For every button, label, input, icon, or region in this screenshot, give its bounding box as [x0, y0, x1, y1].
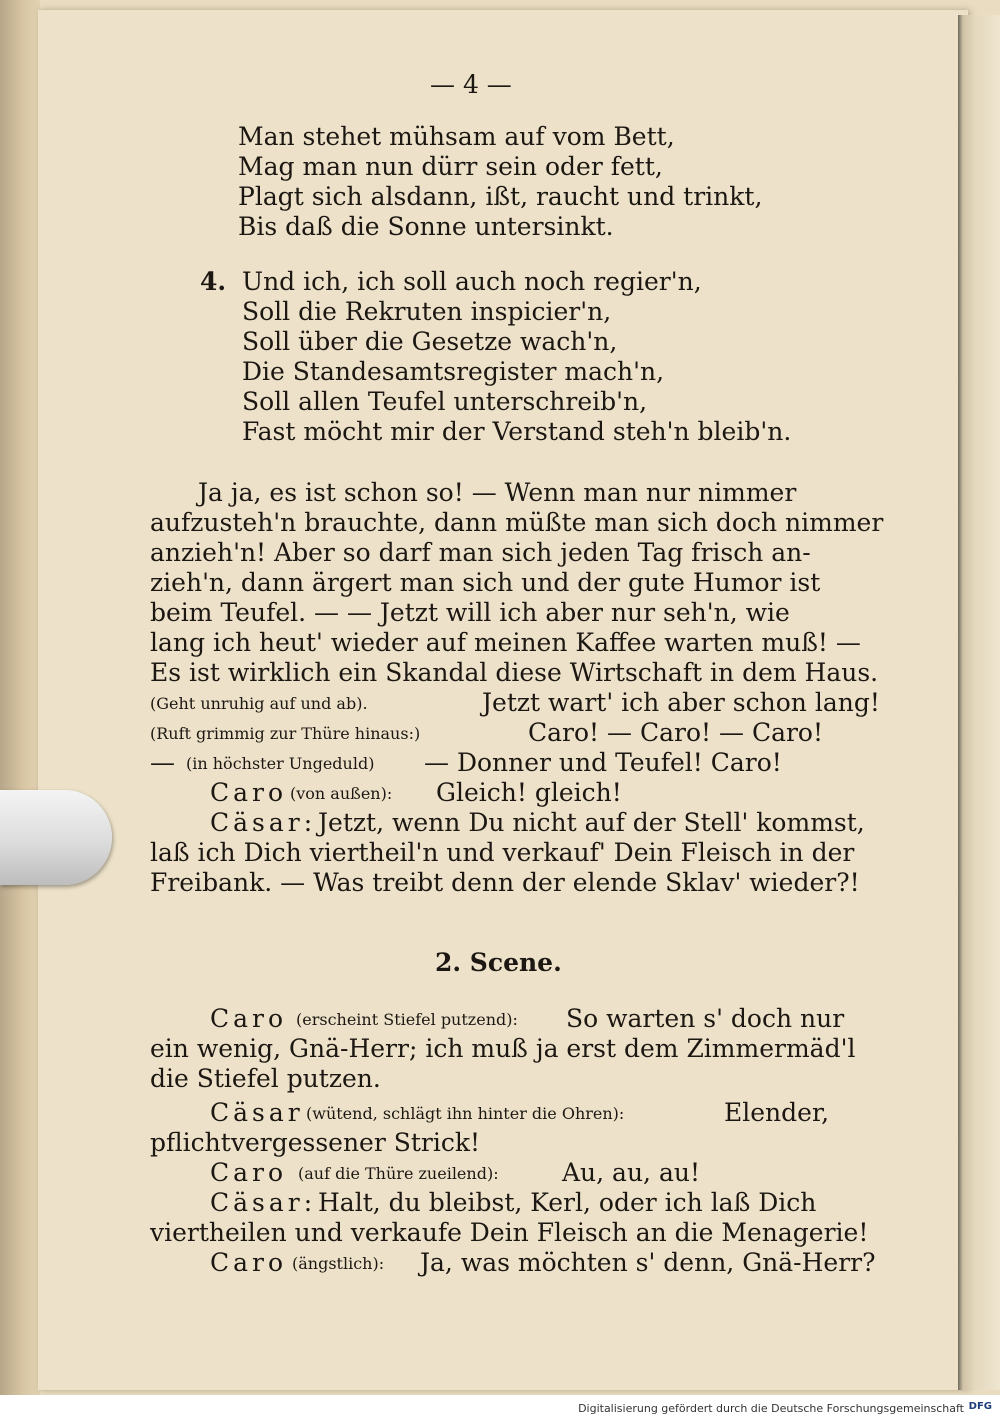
prose-line: pflichtvergessener Strick!	[150, 1128, 481, 1157]
dfg-logo: DFG	[968, 1401, 992, 1412]
speaker-name: Cäsar:	[210, 808, 317, 837]
speaker-name: Caro	[210, 1158, 288, 1187]
speaker-name: Caro	[210, 1004, 288, 1033]
prose-line: Freibank. — Was treibt denn der elende Sklav' wieder?!	[150, 868, 860, 897]
verse-line: Fast möcht mir der Verstand steh'n bleib'n.	[242, 417, 792, 446]
page-number: — 4 —	[430, 70, 512, 99]
stage-direction: (ängstlich):	[292, 1254, 385, 1273]
verse-line: Und ich, ich soll auch noch regier'n,	[242, 267, 702, 296]
prose-line: Jetzt wart' ich aber schon lang!	[482, 688, 880, 717]
prose-line: Ja ja, es ist schon so! — Wenn man nur nimmer	[198, 478, 797, 507]
stage-direction: (in höchster Ungeduld)	[186, 754, 375, 773]
prose-line: viertheilen und verkaufe Dein Fleisch an die Menagerie!	[150, 1218, 869, 1247]
prose-line: laß ich Dich viertheil'n und verkauf' Dein Fleisch in der	[150, 838, 855, 867]
prose-line: anzieh'n! Aber so darf man sich jeden Tag frisch an-	[150, 538, 811, 567]
verse-line: Bis daß die Sonne untersinkt.	[238, 212, 614, 241]
speaker-name: Cäsar	[210, 1098, 304, 1127]
prose-line: aufzusteh'n brauchte, dann müßte man sich doch nimmer	[150, 508, 884, 537]
speaker-name: Caro	[210, 1248, 288, 1277]
verse-line: Plagt sich alsdann, ißt, raucht und trinkt,	[238, 182, 763, 211]
speaker-name: Cäsar:	[210, 1188, 317, 1217]
prose-line: beim Teufel. — — Jetzt will ich aber nur seh'n, wie	[150, 598, 790, 627]
dash: —	[150, 748, 175, 777]
prose-line: Caro! — Caro! — Caro!	[528, 718, 824, 747]
prose-line: Ja, was möchten s' denn, Gnä-Herr?	[420, 1248, 876, 1277]
verse-line: Soll über die Gesetze wach'n,	[242, 327, 618, 356]
stage-direction: (auf die Thüre zueilend):	[298, 1164, 499, 1183]
prose-line: Elender,	[724, 1098, 830, 1127]
prose-line: Jetzt, wenn Du nicht auf der Stell' kommst,	[318, 808, 865, 837]
prose-line: — Donner und Teufel! Caro!	[424, 748, 782, 777]
prose-line: Halt, du bleibst, Kerl, oder ich laß Dich	[318, 1188, 817, 1217]
stage-direction: (Geht unruhig auf und ab).	[150, 694, 368, 713]
prose-line: So warten s' doch nur	[566, 1004, 845, 1033]
page-tab-marker	[0, 790, 112, 885]
next-page-edge	[958, 15, 1000, 1390]
stage-direction: (Ruft grimmig zur Thüre hinaus:)	[150, 724, 421, 743]
stage-direction: (erscheint Stiefel putzend):	[296, 1010, 518, 1029]
verse-line: Die Standesamtsregister mach'n,	[242, 357, 665, 386]
prose-line: die Stiefel putzen.	[150, 1064, 381, 1093]
prose-line: Au, au, au!	[562, 1158, 701, 1187]
prose-line: lang ich heut' wieder auf meinen Kaffee warten muß! —	[150, 628, 861, 657]
verse-line: Soll die Rekruten inspicier'n,	[242, 297, 612, 326]
prose-line: zieh'n, dann ärgert man sich und der gute Humor ist	[150, 568, 821, 597]
scene-heading: 2. Scene.	[435, 948, 562, 977]
stage-direction: (von außen):	[290, 784, 393, 803]
verse-line: Man stehet mühsam auf vom Bett,	[238, 122, 675, 151]
scan-left-margin	[0, 0, 40, 1421]
prose-line: ein wenig, Gnä-Herr; ich muß ja erst dem Zimmermäd'l	[150, 1034, 856, 1063]
prose-line: Es ist wirklich ein Skandal diese Wirtschaft in dem Haus.	[150, 658, 879, 687]
prose-line: Gleich! gleich!	[436, 778, 622, 807]
speaker-name: Caro	[210, 778, 288, 807]
stanza-number: 4.	[200, 267, 227, 296]
verse-line: Soll allen Teufel unterschreib'n,	[242, 387, 648, 416]
stage-direction: (wütend, schlägt ihn hinter die Ohren):	[306, 1104, 625, 1123]
verse-line: Mag man nun dürr sein oder fett,	[238, 152, 663, 181]
funding-note: Digitalisierung gefördert durch die Deutsche Forschungsgemeinschaft	[578, 1402, 964, 1415]
